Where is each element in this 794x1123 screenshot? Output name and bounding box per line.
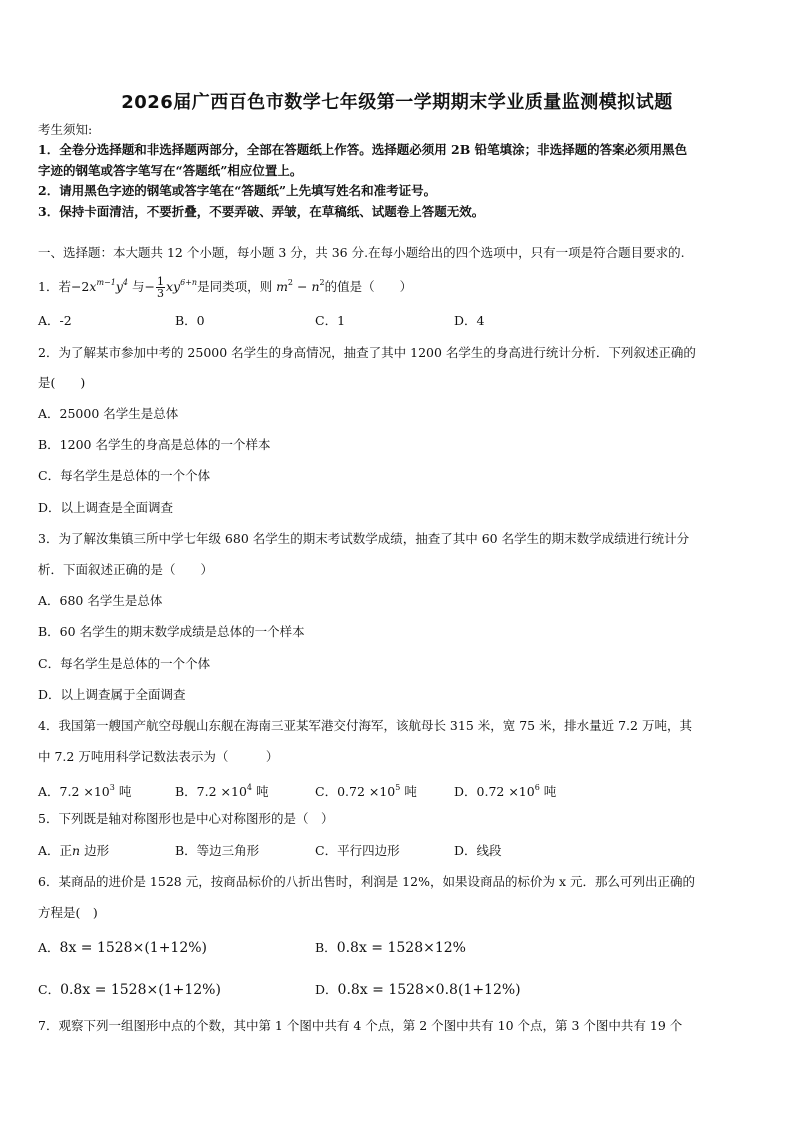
question-2-line-1: 2．为了解某市参加中考的 25000 名学生的身高情况，抽查了其中 1200 名学生的身高进行统计分析．下列叙述正确的 [38, 345, 696, 360]
q1-expr: $m^2 - n^2$ [276, 278, 325, 294]
q1-term-2: − $\frac{1}{3}$ $xy^{6+n}$ [144, 275, 198, 300]
question-2-line-2: 是( ) [38, 375, 86, 390]
q1-end: 的值是（ ） [324, 279, 413, 294]
question-3-line-2: 析．下面叙述正确的是（ ） [38, 562, 214, 577]
q6-option-b[interactable]: B．0.8x = 1528×12% [315, 940, 466, 956]
question-4-line-2: 中 7.2 万吨用科学记数法表示为（ ） [38, 749, 279, 764]
q2-option-b[interactable]: B．1200 名学生的身高是总体的一个样本 [38, 437, 271, 452]
question-5: 5．下列既是轴对称图形也是中心对称图形的是（ ） [38, 811, 334, 826]
q6-option-d[interactable]: D．0.8x = 1528×0.8(1+12%) [315, 982, 521, 998]
q1-option-a[interactable]: A．-2 [38, 313, 72, 328]
q4-option-d[interactable]: D．$0.72 \times 10^6$ 吨 [454, 783, 557, 799]
q1-mid: 与 [131, 279, 145, 294]
q5-option-d[interactable]: D．线段 [454, 843, 502, 858]
q2-option-d[interactable]: D．以上调查是全面调查 [38, 500, 174, 515]
notice-item-1: 1．全卷分选择题和非选择题两部分，全部在答题纸上作答。选择题必须用 2B 铅笔填涂；非选择题的答案必须用黑色 [38, 142, 688, 157]
q2-option-c[interactable]: C．每名学生是总体的一个个体 [38, 468, 211, 483]
question-3-line-1: 3．为了解汝集镇三所中学七年级 680 名学生的期末考试数学成绩，抽查了其中 60 名学生的期末数学成绩进行统计分 [38, 531, 690, 546]
question-1 [38, 274, 412, 299]
q4-option-c[interactable]: C．$0.72 \times 10^5$ 吨 [315, 783, 417, 799]
q3-option-d[interactable]: D．以上调查属于全面调查 [38, 687, 186, 702]
q1-option-b[interactable]: B．0 [175, 313, 205, 328]
q6-option-c[interactable]: C．0.8x = 1528×(1+12%) [38, 982, 221, 998]
notice-item-1-cont: 字迹的钢笔或答字笔写在“答题纸”相应位置上。 [38, 163, 303, 178]
q2-option-a[interactable]: A．25000 名学生是总体 [38, 406, 179, 421]
question-6-line-2: 方程是( ) [38, 905, 98, 920]
q6-option-a[interactable]: A．8x = 1528×(1+12%) [38, 940, 208, 956]
notice-item-3: 3．保持卡面清洁，不要折叠，不要弄破、弄皱，在草稿纸、试题卷上答题无效。 [38, 204, 485, 219]
q4-option-b[interactable]: B．$7.2 \times 10^4$ 吨 [175, 783, 269, 799]
q1-term-1: $-2x^{m-1}y^4$ [70, 278, 128, 294]
notice-item-2: 2．请用黑色字迹的钢笔或答字笔在“答题纸”上先填写姓名和准考证号。 [38, 183, 437, 198]
q1-option-d[interactable]: D．4 [454, 313, 485, 328]
notice-heading: 考生须知: [38, 122, 93, 137]
section-heading: 一、选择题：本大题共 12 个小题，每小题 3 分，共 36 分.在每小题给出的四个选项中，只有一项是符合题目要求的. [38, 245, 685, 260]
q5-option-a[interactable]: A．正n 边形 [38, 843, 110, 858]
q1-option-c[interactable]: C．1 [315, 313, 346, 328]
q3-option-a[interactable]: A．680 名学生是总体 [38, 593, 163, 608]
q3-option-b[interactable]: B．60 名学生的期末数学成绩是总体的一个样本 [38, 624, 305, 639]
q5-option-c[interactable]: C．平行四边形 [315, 843, 400, 858]
q1-suffix: 是同类项，则 [197, 279, 273, 294]
question-7-line-1: 7．观察下列一组图形中点的个数，其中第 1 个图中共有 4 个点，第 2 个图中共有 10 个点，第 3 个图中共有 19 个 [38, 1018, 683, 1033]
q4-option-a[interactable]: A．$7.2 \times 10^3$ 吨 [38, 783, 132, 799]
q5-option-b[interactable]: B．等边三角形 [175, 843, 260, 858]
q3-option-c[interactable]: C．每名学生是总体的一个个体 [38, 656, 211, 671]
question-4-line-1: 4．我国第一艘国产航空母舰山东舰在海南三亚某军港交付海军，该航母长 315 米，宽 75 米，排水量近 7.2 万吨，其 [38, 718, 692, 733]
page-title: 2026届广西百色市数学七年级第一学期期末学业质量监测模拟试题 [121, 92, 673, 113]
q1-prefix: 1．若 [38, 279, 71, 294]
question-6-line-1: 6．某商品的进价是 1528 元，按商品标价的八折出售时，利润是 12%，如果设商品的标价为 x 元．那么可列出正确的 [38, 874, 695, 889]
